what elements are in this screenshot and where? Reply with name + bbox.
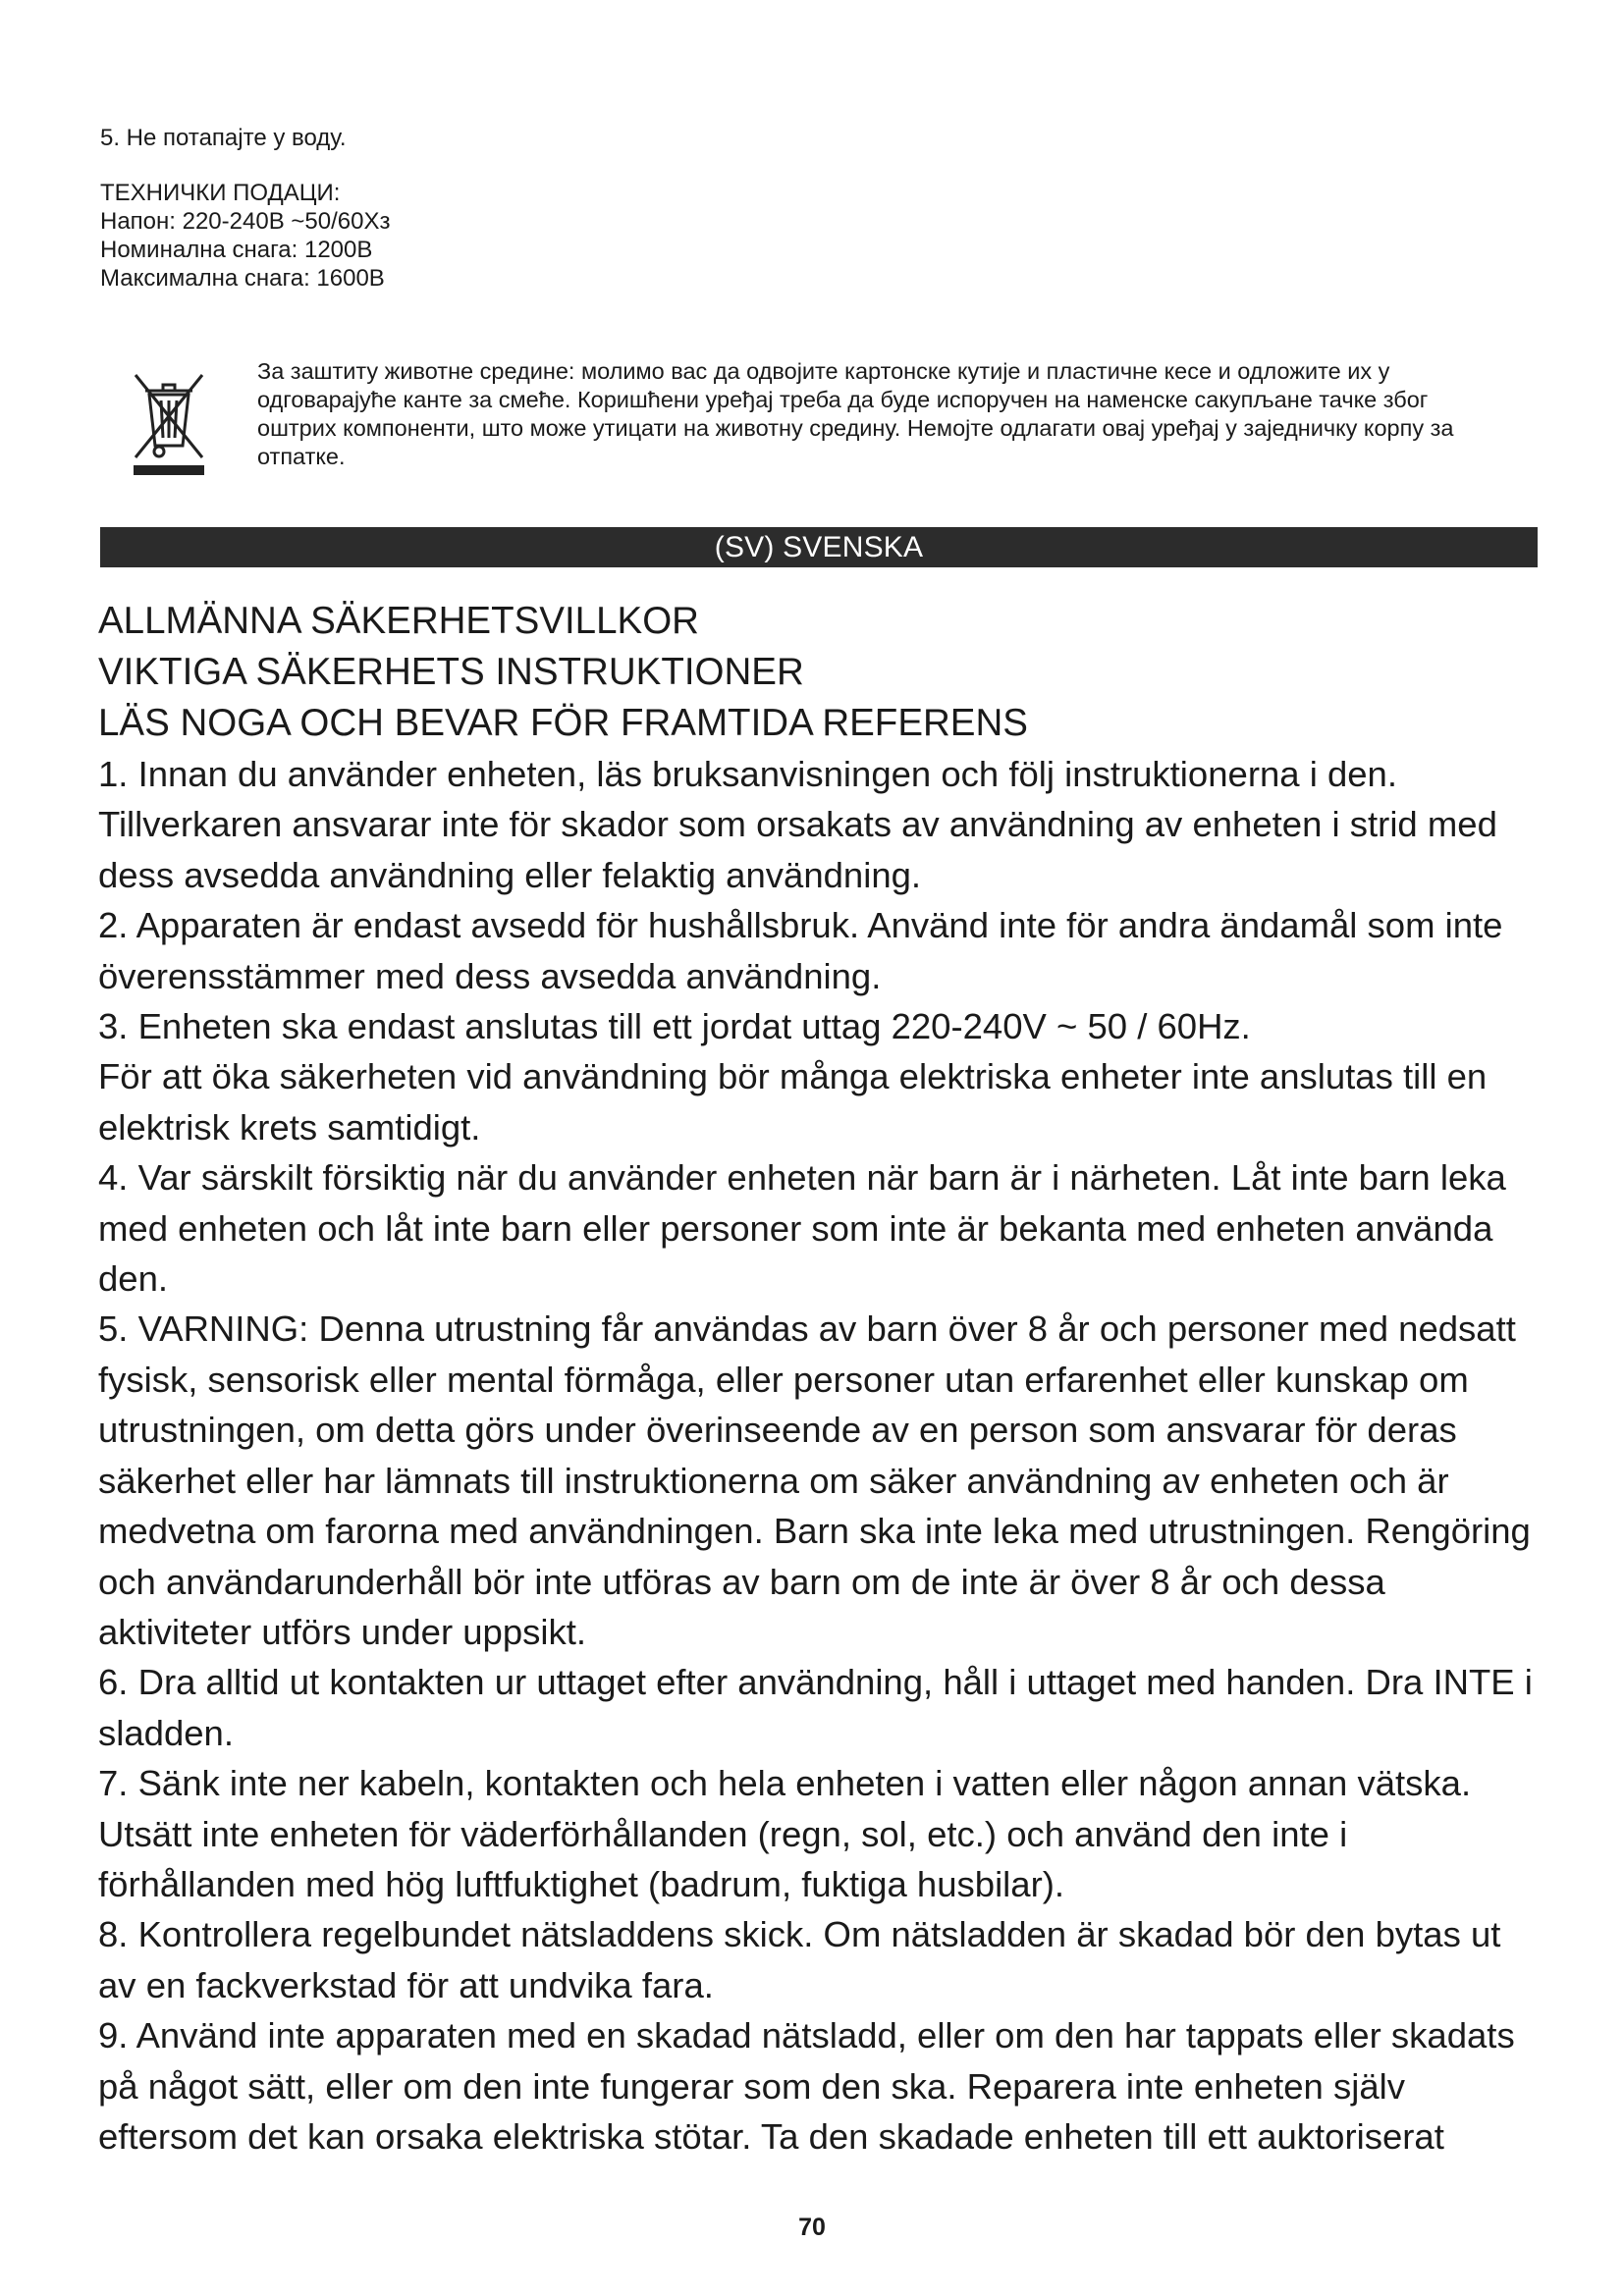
page-number: 70 <box>798 2214 826 2241</box>
serbian-section <box>100 124 1553 293</box>
weee-line: отпатке. <box>257 444 346 469</box>
instruction-line: Utsätt inte enheten för väderförhållanden (regn, sol, etc.) och använd den inte i <box>98 1813 1348 1854</box>
language-section-header: (SV) SVENSKA <box>100 527 1538 567</box>
weee-notice <box>100 357 1553 495</box>
instruction-line: och användarunderhåll bör inte utföras av barn om de inte är över 8 år och dessa <box>98 1561 1385 1602</box>
instruction-line: elektrisk krets samtidigt. <box>98 1106 481 1148</box>
instruction-line: 6. Dra alltid ut kontakten ur uttaget efter användning, håll i uttaget med handen. Dra INTE i <box>98 1662 1533 1703</box>
instruction-line: fysisk, sensorisk eller mental förmåga, eller personer utan erfarenhet eller kunskap om <box>98 1359 1469 1400</box>
instruction-line: 9. Använd inte apparaten med en skadad nätsladd, eller om den har tappats eller skadats <box>98 2015 1515 2056</box>
section-heading: LÄS NOGA OCH BEVAR FÖR FRAMTIDA REFERENS <box>98 702 1028 744</box>
weee-line: За заштиту животне средине: молимо вас да одвојите картонске кутије и пластичне кесе и одложите их у <box>257 358 1390 384</box>
instruction-line: förhållanden med hög luftfuktighet (badrum, fuktiga husbilar). <box>98 1863 1065 1904</box>
instruction-line: den. <box>98 1258 169 1300</box>
instruction-line: på något sätt, eller om den inte fungerar som den ska. Reparera inte enheten själv <box>98 2065 1406 2107</box>
weee-line: одговарајуће канте за смеће. Коришћени уређај треба да буде испоручен на наменске сакупљане тачке због <box>257 387 1429 412</box>
swedish-section <box>98 596 1551 2162</box>
instruction-line: 3. Enheten ska endast anslutas till ett jordat uttag 220-240V ~ 50 / 60Hz. <box>98 1006 1251 1047</box>
instruction-line: medvetna om farorna med användningen. Barn ska inte leka med utrustningen. Rengöring <box>98 1511 1531 1552</box>
instruction-line: sladden. <box>98 1712 234 1753</box>
instruction-line: 4. Var särskilt försiktig när du använder enheten när barn är i närheten. Låt inte barn leka <box>98 1157 1506 1199</box>
instruction-line: säkerhet eller har lämnats till instruktionerna om säker användning av enheten och är <box>98 1460 1449 1501</box>
technical-data-heading: ТЕХНИЧКИ ПОДАЦИ: <box>100 180 341 206</box>
crossed-out-wheelie-bin-icon <box>130 369 208 477</box>
instruction-line: 7. Sänk inte ner kabeln, kontakten och hela enheten i vatten eller någon annan vätska. <box>98 1763 1472 1804</box>
instruction-line: 5. VARNING: Denna utrustning får användas av barn över 8 år och personer med nedsatt <box>98 1308 1516 1350</box>
instruction-line: För att öka säkerheten vid användning bör många elektriska enheter inte anslutas till en <box>98 1056 1488 1097</box>
section-heading: ALLMÄNNA SÄKERHETSVILLKOR <box>98 600 699 642</box>
instruction-line: med enheten och låt inte barn eller personer som inte är bekanta med enheten använda <box>98 1207 1493 1249</box>
instruction-line: överensstämmer med dess avsedda användning. <box>98 955 882 996</box>
instruction-line: eftersom det kan orsaka elektriska stötar. Ta den skadade enheten till ett auktoriserat <box>98 2115 1444 2157</box>
weee-line: оштрих компоненти, што може утицати на животну средину. Немојте одлагати овај уређај у заједничку корпу за <box>257 415 1454 441</box>
instruction-line: 8. Kontrollera regelbundet nätsladdens skick. Om nätsladden är skadad bör den bytas ut <box>98 1914 1501 1955</box>
section-heading: VIKTIGA SÄKERHETS INSTRUKTIONER <box>98 651 804 693</box>
instruction-line: aktiviteter utförs under uppsikt. <box>98 1611 587 1652</box>
instruction-line: 2. Apparaten är endast avsedd för hushållsbruk. Använd inte för andra ändamål som inte <box>98 905 1503 946</box>
serbian-line: 5. Не потапајте у воду. <box>100 125 347 151</box>
instruction-line: 1. Innan du använder enheten, läs bruksanvisningen och följ instruktionerna i den. <box>98 754 1398 794</box>
instruction-line: dess avsedda användning eller felaktig användning. <box>98 854 922 895</box>
instruction-line: av en fackverkstad för att undvika fara. <box>98 1964 714 2005</box>
spec-rated-power: Номинална снага: 1200В <box>100 237 373 263</box>
spec-voltage: Напон: 220-240В ~50/60Хз <box>100 208 391 235</box>
instruction-line: Tillverkaren ansvarar inte för skador som orsakats av användning av enheten i strid med <box>98 804 1497 845</box>
spacer <box>100 152 1553 179</box>
weee-text <box>257 357 1612 471</box>
spec-max-power: Максимална снага: 1600В <box>100 265 385 292</box>
instruction-line: utrustningen, om detta görs under överinseende av en person som ansvarar för deras <box>98 1410 1457 1451</box>
